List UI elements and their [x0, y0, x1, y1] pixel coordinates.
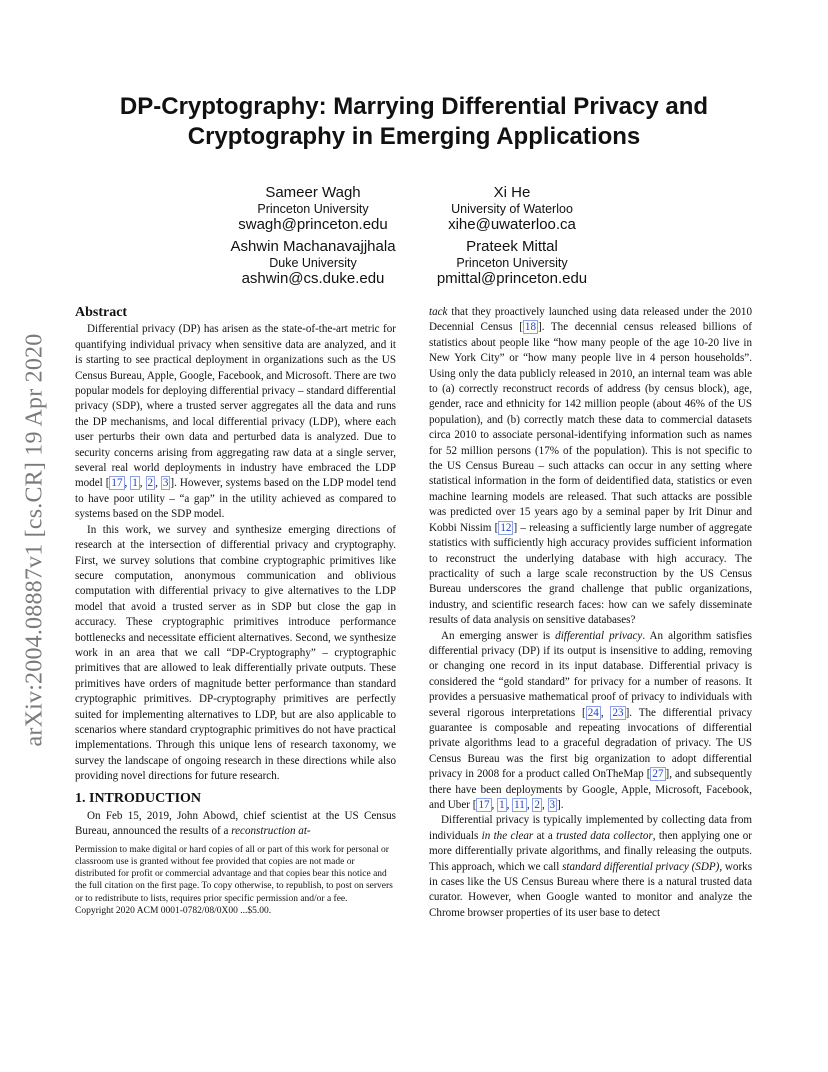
citation-link[interactable]: 1 — [132, 477, 138, 490]
copyright-text: Copyright 2020 ACM 0001-0782/08/0X00 ...$5.00. — [75, 905, 272, 916]
citation-link[interactable]: 11 — [514, 799, 525, 811]
intro-paragraph: An emerging answer is differential privacy. An algorithm satisfies differential privacy (DP) if its output is insensitive to adding, removing or changing one record in its input database. Differential privacy is considered the “gold standard” for privacy for a number of reasons. It provides a persuasive mathematical proof of privacy to individuals with several rigorous interpretations [ 24 , 23 ]. The differential privacy guarantee is composable and repeating invocations of differential private algorithms lead to a graceful degradation of privacy. The US Census Bureau was the first big organization to adopt differential privacy in 2008 for a product called OnTheMap [ 27 ], and subsequently there have been deployments by Google, Apple, Microsoft, Facebook, and Uber [ 17 , 1 , 11 , 2 , 3 ]. — [429, 629, 753, 811]
author-affiliation: Princeton University — [456, 256, 568, 270]
citation-link[interactable]: 23 — [612, 706, 624, 719]
abstract-heading: Abstract — [75, 305, 128, 320]
author-affiliation: Princeton University — [257, 202, 369, 216]
left-column — [75, 305, 396, 917]
abstract-paragraph: Differential privacy (DP) has arisen as the state-of-the-art metric for quantifying individual privacy when sensitive data are analyzed, and it is starting to see practical deployment in organizations such as the US Census Bureau, Apple, Google, Facebook, and Microsoft. There are two popular models for deploying differential privacy – standard differential privacy (SDP), where a trusted server aggregates all the data and runs the DP mechanisms, and local differential privacy (LDP), where each user perturbs their own data and perturbed data is analyzed. Due to security concerns arising from aggregating raw data at a single server, several real world deployments in industry have embraced the LDP model [ 17 , 1 , 2 , 3 ]. However, systems based on the LDP model tend to have poor utility – “a gap” in the utility achieved as compared to systems based on the SDP model. — [75, 323, 397, 521]
author-block — [203, 238, 423, 288]
author-block — [402, 238, 622, 288]
intro-paragraph-continued: tack that they proactively launched using data released under the 2010 Decennial Census [ 18 ]. The decennial census released billions of statistics about people like “how many people of the age 10-20 live in New York City” or “how many people live in 4 person households”. Using only the data publicly released in 2010, an internal team was able to (a) correctly reconstruct records of address (by census block), age, gender, race and ethnicity for 142 million people (about 46% of the US population), and (b) correctly match these data to commercial datasets circa 2010 to associate personal-identifying information such as names for 52 million persons (17% of the population). This is not specific to the US Census Bureau – such attacks can occur in any setting where statistical information in the form of deidentified data, statistics or even machine learning models are released. That such attacks are possible was predicted over 15 years ago by a seminal paper by Irit Dinur and Kobbi Nissim [ 12 ] – releasing a sufficiently large number of aggregate statistics with sufficiently high accuracy provides sufficient information to reconstruct the underlying database with high accuracy. The practicality of such a large scale reconstruction by the US Census Bureau underscores the grand challenge that public organizations, industry, and scientific research faces: how can we safely disseminate results of data analysis on sensitive databases? — [429, 306, 753, 627]
citation-link[interactable]: 2 — [534, 799, 540, 811]
section-heading: 1. INTRODUCTION — [75, 790, 202, 806]
paper-title — [70, 92, 758, 152]
author-email[interactable]: ashwin@cs.duke.edu — [241, 270, 385, 287]
author-name: Xi He — [493, 184, 531, 201]
citation-link[interactable]: 18 — [524, 321, 536, 334]
author-affiliation: University of Waterloo — [451, 202, 573, 216]
author-block — [412, 184, 612, 234]
citation-link[interactable]: 24 — [587, 706, 599, 719]
citation-link[interactable]: 3 — [162, 477, 169, 490]
author-email[interactable]: pmittal@princeton.edu — [436, 270, 588, 287]
paper-title-line-2: Cryptography in Emerging Applications — [187, 123, 641, 150]
citation-link[interactable]: 17 — [478, 799, 490, 811]
intro-paragraph: Differential privacy is typically implemented by collecting data from individuals in the clear at a trusted data collector, then applying one or more differentially private algorithms, and finally releasing the outputs. This approach, which we call standard differential privacy (SDP), works in cases like the US Census Bureau where there is a natural trusted data curator. However, when Google wanted to monitor and analyze the Chrome browser properties of its user base to detect — [429, 814, 753, 919]
permission-footnote — [75, 844, 396, 917]
abstract-paragraph: In this work, we survey and synthesize emerging directions of research at the intersection of differential privacy and cryptography. First, we survey solutions that combine cryptographic primitives like secure computation, anonymous communication and oblivious computation with differential privacy to give alternatives to the LDP model that avoid a trusted server as in SDP but close the gap in accuracy. These cryptographic primitives introduce performance bottlenecks and necessitate efficient alternatives. Second, we synthesize work in an area that we call “DP-Cryptography” – cryptographic primitives that are allowed to leak differentially private outputs. These primitives have orders of magnitude better performance than standard cryptographic primitives. DP-cryptography primitives are perfectly suited for implementing alternatives to LDP, but are also applicable to scenarios where standard cryptographic primitives do not have practical implementations. Through this unique lens of research taxonomy, we survey the landscape of ongoing research in these directions while also providing novel directions for future research. — [75, 523, 396, 783]
citation-link[interactable]: 3 — [549, 799, 556, 811]
author-name: Ashwin Machanavajjhala — [230, 238, 396, 255]
citation-link[interactable]: 2 — [147, 477, 154, 490]
arxiv-sidebar — [10, 280, 60, 800]
arxiv-identifier: arXiv:2004.08887v1 [cs.CR] 19 Apr 2020 — [21, 333, 48, 747]
intro-paragraph: On Feb 15, 2019, John Abowd, chief scientist at the US Census Bureau, announced the results of a reconstruction at- — [75, 810, 396, 838]
right-column — [429, 305, 752, 921]
citation-link[interactable]: 12 — [500, 521, 512, 534]
author-name: Prateek Mittal — [466, 238, 558, 255]
permission-text: Permission to make digital or hard copies of all or part of this work for personal or classroom use is granted without fee provided that copies are not made or distributed for profit or commercial advantage and that copies bear this notice and the full citation on the first page. To copy otherwise, to republish, to post on servers or to redistribute to lists, requires prior specific permission and/or a fee. — [75, 844, 393, 904]
author-email[interactable]: xihe@uwaterloo.ca — [448, 216, 576, 233]
author-affiliation: Duke University — [269, 256, 357, 270]
paper-title-line-1: DP-Cryptography: Marrying Differential Privacy and — [119, 93, 709, 120]
citation-link[interactable]: 1 — [499, 799, 505, 811]
citation-link[interactable]: 17 — [111, 477, 123, 490]
citation-link[interactable]: 27 — [652, 768, 664, 781]
author-block — [213, 184, 413, 234]
author-name: Sameer Wagh — [265, 184, 361, 201]
author-email[interactable]: swagh@princeton.edu — [238, 216, 388, 233]
